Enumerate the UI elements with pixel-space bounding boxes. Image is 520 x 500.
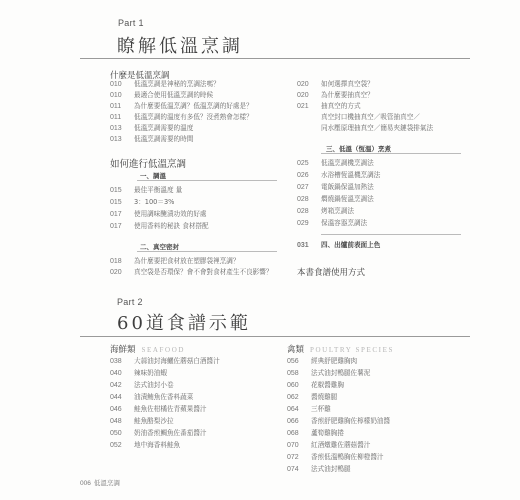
toc-entry[interactable]: 026 水浴槽恆溫機烹調法: [297, 171, 381, 179]
toc-entry[interactable]: 017 使用香料的秘訣 食材搭配: [110, 222, 209, 230]
toc-entry[interactable]: 013 低溫烹調需要的時間: [110, 135, 194, 143]
recipe-entry[interactable]: 062 醬燒雞腿: [287, 393, 338, 401]
toc-entry[interactable]: 027 電飯鍋保溫加熱法: [297, 183, 374, 191]
step4-overline: [321, 234, 461, 235]
toc-entry[interactable]: 020 真空袋是否環保？會不會對食材產生不良影響？: [110, 268, 273, 276]
poultry-category-title: 禽類 POULTRY SPECIES: [287, 345, 394, 355]
part2-label: Part 2: [117, 297, 143, 307]
part1-rule: [80, 58, 470, 59]
recipe-entry[interactable]: 072 香煎低溫鴨胸佐柳橙醬汁: [287, 453, 384, 461]
toc-entry[interactable]: 015 最佳平衡溫度 量: [110, 186, 183, 194]
toc-entry[interactable]: 010 最適合使用低溫烹調的時候: [110, 91, 214, 99]
toc-entry[interactable]: 031 四、出爐前表面上色: [297, 241, 381, 249]
recipe-entry[interactable]: 048 鮭魚酪梨沙拉: [110, 417, 174, 425]
toc-entry[interactable]: 018 為什麼要把食材放在塑膠袋裡烹調？: [110, 257, 240, 265]
recipe-entry[interactable]: 066 香煎舒肥雞胸佐檸檬奶油醬: [287, 417, 391, 425]
recipe-entry[interactable]: 046 鮭魚佐柑橘佐青蘋果醬汁: [110, 405, 207, 413]
section-what-title: 什麼是低溫烹調: [110, 71, 170, 81]
recipe-entry[interactable]: 070 紅酒燉雞佐蘑菇醬汁: [287, 441, 371, 449]
recipe-entry[interactable]: 058 法式油封鴨腿佐薯泥: [287, 369, 371, 377]
toc-entry[interactable]: 020 如何選擇真空袋？: [297, 80, 374, 88]
step1-underline: [137, 180, 277, 181]
recipe-entry[interactable]: 064 三杯雞: [287, 405, 331, 413]
toc-entry[interactable]: 028 烤箱烹調法: [297, 207, 354, 215]
toc-entry-continuation: 同水壓原理抽真空／簡易夾鏈袋排氣法: [321, 124, 434, 132]
toc-entry[interactable]: 010 低溫烹調是神秘的烹調法嗎？: [110, 80, 220, 88]
step3-title: 三、低溫（恆溫）烹煮: [326, 145, 391, 153]
part2-title: 60道食譜示範: [117, 313, 251, 334]
recipe-entry[interactable]: 068 蘆筍雞胸捲: [287, 429, 344, 437]
step1-title: 一、調溫: [140, 172, 166, 180]
toc-entry[interactable]: 021 抽真空的方式: [297, 102, 361, 110]
step2-underline: [137, 251, 277, 252]
step3-underline: [321, 153, 461, 154]
part1-label: Part 1: [118, 18, 144, 28]
section-how-title: 如何進行低溫烹調: [110, 159, 187, 170]
page-number: 006: [80, 480, 91, 487]
toc-entry[interactable]: 011 為什麼要低溫烹調？低溫烹調的好處是？: [110, 102, 253, 110]
recipe-entry[interactable]: 060 花椒醬雞胸: [287, 381, 344, 389]
usage-title[interactable]: 本書食譜使用方式: [297, 268, 366, 278]
recipe-entry[interactable]: 038 大蒜油封海鱺佐蘑菇白酒醬汁: [110, 357, 220, 365]
recipe-entry[interactable]: 052 地中海香料鮭魚: [110, 441, 181, 449]
recipe-entry[interactable]: 042 法式油封小卷: [110, 381, 174, 389]
seafood-category-title: 海鮮類 SEAFOOD: [110, 345, 185, 355]
toc-entry[interactable]: 020 為什麼要抽真空？: [297, 91, 374, 99]
toc-entry[interactable]: 028 燜燒鍋恆溫烹調法: [297, 195, 374, 203]
toc-entry[interactable]: 015 3：100＝3%: [110, 198, 175, 206]
recipe-entry[interactable]: 044 油漬鮪魚佐香料蔬菜: [110, 393, 194, 401]
page-footer: [80, 478, 120, 487]
recipe-entry[interactable]: 040 辣味奶油蝦: [110, 369, 167, 377]
recipe-entry[interactable]: 056 經典舒肥雞胸肉: [287, 357, 358, 365]
toc-entry[interactable]: 029 保溫容器烹調法: [297, 219, 368, 227]
running-title: 低溫烹調: [93, 479, 120, 487]
toc-entry[interactable]: 011 低溫烹調的溫度有多低？沒煮熟會怎樣？: [110, 113, 253, 121]
step2-title: 二、真空密封: [140, 243, 179, 251]
toc-entry[interactable]: 025 低溫烹調機烹調法: [297, 159, 374, 167]
toc-entry[interactable]: 013 低溫烹調需要的溫度: [110, 124, 194, 132]
toc-entry-continuation: 真空封口機抽真空／吸管抽真空／: [321, 113, 420, 121]
toc-entry[interactable]: 017 使用調味醃漬功效的好處: [110, 210, 207, 218]
part1-title: 瞭解低溫烹調: [117, 36, 243, 57]
recipe-entry[interactable]: 074 法式油封鴨腿: [287, 465, 351, 473]
recipe-entry[interactable]: 050 奶油香煎鯛魚佐番茄醬汁: [110, 429, 207, 437]
part2-rule: [80, 336, 470, 337]
